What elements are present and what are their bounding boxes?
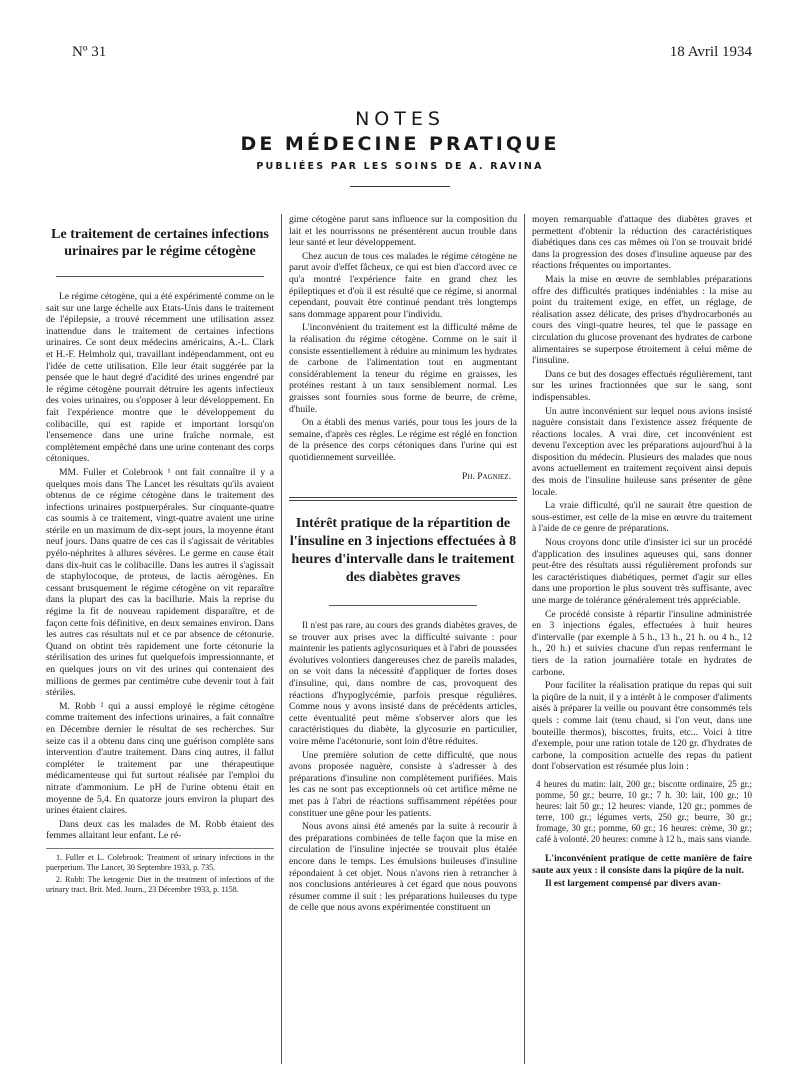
article-2-continuation: Dans ce but des dosages effectués régulièrement, tant sur les urines fractionnées que sur le sang, sont indispensables. [532, 368, 752, 403]
issue-date: 18 Avril 1934 [669, 44, 752, 60]
column-divider [281, 214, 282, 1064]
article-1-continuation: On a établi des menus variés, pour tous les jours de la semaine, d'après ces règles. Le régime est réglé en fonction de la présence des corps cétoniques dans l'urine qui est quotidiennement surveillée. [289, 417, 517, 463]
article-2-continuation: La vraie difficulté, qu'il ne saurait être question de sous-estimer, est celle de la mise en œuvre du traitement à l'aide de ce genre de préparations. [532, 500, 752, 535]
article-1-paragraph: MM. Fuller et Colebrook ¹ ont fait connaître il y a quelques mois dans The Lancet les résultats qu'ils avaient obtenus de ce régime cétogène dans le traitement des infections urinaires postpuerpérales. Sur cinquante-quatre cas soumis à ce traitement, vingt-quatre avaient une urine stérile en un maximum de dix-sept jours, la moyenne étant neuf jours. Dans quatre de ces cas il s'agissait de véritables pyélo-néphrites à allures sévères. Le germe en cause était dans dix-huit cas le colibacille. Dans les autres il s'agissait de staphylocoque, de proteus, de lactis aérogènes. En cessant brusquement le régime cétogène on vit reparaître dans la plupart des cas la bacillurie. Mais la reprise du régime la fit de nouveau rapidement disparaître, et de façon cette fois définitive, en deux semaines environ. Dans les autres cas résultats nul et ce par absence de cétonurie. Quand on obtint très rapidement une forte cétonurie la stérilisation des urines fut quelquefois impressionnante, et en quelques jours on vit des urines qui contenaient des millions de germes par centimètre cube devenir tout à fait stériles. [46, 466, 274, 699]
article-1-title: Le traitement de certaines infections urinaires par le régime cétogène [51, 227, 269, 259]
column-3 [532, 214, 752, 892]
article-2-closing: Il est largement compensé par divers avan- [545, 878, 721, 890]
masthead-line-3: PUBLIÉES PAR LES SOINS DE A. RAVINA [256, 161, 544, 172]
article-2-paragraph: Il n'est pas rare, au cours des grands diabètes graves, de se trouver aux prises avec la difficulté suivante : pour maintenir les patients aglycosuriques et à l'abri de poussées évolutives volontiers dangereuses chez de pareils malades, on se voit dans la nécessité d'appliquer de fortes doses d'insuline, qui, dans nombre de cas, provoquent des réactions d'hypoglycémie, parfois presque régulières. Comme nous y avons insisté dans de précédents articles, cette éventualité peut même s'observer alors que les caractéristiques du diabète, la glycosurie en particulier, voire même l'acétonurie, sont loin d'être réduites. [289, 620, 517, 747]
article-1-signature: Ph. Pagniez. [462, 471, 511, 483]
footnote: 2. Robb: The ketogenic Diet in the treatment of infections of the urinary tract. Brit. Med. Journ., 23 Décembre 1933, p. 1158. [46, 874, 274, 894]
article-1-paragraph: Dans deux cas les malades de M. Robb étaient des femmes allaitant leur enfant. Le ré- [46, 818, 274, 842]
article-1-paragraph: Le régime cétogène, qui a été expérimenté comme on le sait sur une large échelle aux Etats-Unis dans le traitement de l'épilepsie, a trouvé récemment une utilisation assez inattendue dans le traitement de certaines infections urinaires. Ce sont deux médecins américains, A.-L. Clark et H.-F. Helmholz qui, travaillant indépendamment, ont eu l'idée de cette utilisation. Elle leur était suggérée par la pensée que le haut degré d'acidité des urines engendré par le régime cétogène pourrait détruire les agents infectieux des voies urinaires, ou s'opposer à leur développement. En fait l'expérience montre que le développement du colibacille, qui est rapide et important lorsqu'on l'ensemence dans une urine fraîche normale, est complètement empêché dans une urine contenant des corps cétoniques. [46, 291, 274, 465]
article-2-continuation: moyen remarquable d'attaque des diabètes graves et permettent d'obtenir la réduction des caractéristiques diabétiques dans ces cas mêmes où l'on se trouvait bridé dans la progression des doses d'insuline aqueuse par des réactions fréquentes ou importantes. [532, 214, 752, 272]
page-header [72, 44, 752, 64]
column-divider [524, 214, 525, 1064]
article-2-continuation: Mais la mise en œuvre de semblables préparations offre des difficultés pratiques indéniables : la mise au point du traitement exige, en effet, un réglage, de réalisation assez délicate, des prises d'hydrocarbonés au cours des vingt-quatre heures, tel que le passage en circulation du glucose provenant des hydrates de carbone alimentaires se superpose étroitement à celui même de l'insuline. [532, 273, 752, 367]
title-rule [329, 605, 477, 606]
column-1 [46, 214, 274, 897]
footnotes [46, 848, 274, 895]
article-2-paragraph: Une première solution de cette difficulté, que nous avons proposée naguère, consiste à s'adresser à des préparations d'insuline non complètement purifiées. Mais les cas ne sont pas exceptionnels où cet artifice même ne met pas à l'abri de réactions suffisamment répétées pour constituer une gêne pour les patients. [289, 749, 517, 819]
masthead-line-2: DE MÉDECINE PRATIQUE [240, 133, 560, 155]
issue-number: Nº 31 [72, 44, 107, 60]
article-1-continuation: L'inconvénient du traitement est la difficulté même de la réalisation du régime cétogène. Comme on le sait il consiste essentiellement à réduire au minimum les hydrates de carbone de l'alimentation tout en augmentant considérablement la teneur du régime en graisses, les protéines restant à un taux sensiblement normal. Les graisses sont fournies sous forme de beurre, de crème, d'huile. [289, 322, 517, 415]
footnote: 1. Fuller et L. Colebrook: Treatment of urinary infections in the puerperium. The Lancet, 30 Septembre 1933, p. 735. [46, 852, 274, 872]
article-2-title: Intérêt pratique de la répartition de l'insuline en 3 injections effectuées à 8 heures d'intervalle dans le traitement des diabètes graves [289, 516, 517, 586]
column-2 [289, 214, 517, 916]
article-2-paragraph: Nous avons ainsi été amenés par la suite à recourir à des préparations combinées de telle façon que la mise en circulation de l'insuline injectée se trouvait plus étalée encore dans le temps. Les émulsions huileuses d'insuline répondaient à cet objet. Nous n'avons rien à retrancher à nos conclusions antérieures à cet égard que nous pouvons résumer comme il suit : les préparations huileuses du type de celle que nous avons expérimentée constituent un [289, 821, 517, 914]
article-1-paragraph: M. Robb ² qui a aussi employé le régime cétogène comme traitement des infections urinaires, a fait connaître en Décembre dernier le résultat de ses recherches. Sur seize cas il a obtenu dans cinq une guérison complète sans intervention d'autre traitement. Dans cinq autres, il fallut compléter le traitement par une thérapeutique médicamenteuse qui fut surtout réalisée par l'emploi du nitrate d'ammonium. Le pH de l'urine obtenu était en moyenne de 5,4. En quatorze jours environ la plupart des urines étaient claires. [46, 700, 274, 817]
article-1-continuation: gime cétogène parut sans influence sur la composition du lait et les nourrissons ne présentèrent aucun trouble dans leur santé et leur développement. [289, 214, 517, 249]
article-1-continuation: Chez aucun de tous ces malades le régime cétogène ne parut avoir d'effet fâcheux, ce qui est bien d'accord avec ce qu'a montré l'expérience faite en grand chez les épileptiques et d'où il est résulté que ce régime, si anormal cependant, pouvait être continué pendant très longtemps sans dommage apparent pour l'individu. [289, 250, 517, 320]
article-2-continuation: Ce procédé consiste à répartir l'insuline administrée en 3 injections égales, effectuées à huit heures d'intervalle (par exemple à 5 h., 13 h., 21 h. ou 4 h., 12 h., 20 h.) et suivies chacune d'un repas renfermant le tiers de la ration journalière totale en hydrates de carbone. [532, 608, 752, 678]
masthead-rule [350, 186, 450, 187]
article-separator [289, 497, 517, 501]
masthead-line-1: NOTES [355, 108, 445, 130]
article-2-continuation: Pour faciliter la réalisation pratique du repas qui suit la piqûre de la nuit, il y a intérêt à le composer d'aliments aisés à préparer la veille ou pouvant être consommés tels quels : comme lait (tenu chaud, si l'on veut, dans une bouteille thermos), biscottes, fruits, etc... Voici à titre d'exemple, pour une ration totale de 120 gr. d'hydrates de carbone, la composition actuelle des repas du patient dont l'observation est résumée plus loin : [532, 680, 752, 773]
article-2-continuation: Un autre inconvénient sur lequel nous avions insisté naguère consistait dans l'existence assez fréquente de réactions locales. A vrai dire, cet inconvénient est devenu l'exception avec les préparations aujourd'hui à la disposition du médecin. Plusieurs des malades que nous avons actuellement en traitement reçoivent ainsi depuis des mois de l'insuline huileuse sans présenter de gêne locale. [532, 405, 752, 498]
title-rule [56, 276, 264, 277]
article-2-closing: L'inconvénient pratique de cette manière de faire saute aux yeux : il consiste dans la piqûre de la nuit. [532, 852, 752, 876]
meal-schedule: 4 heures du matin: lait, 200 gr.; biscotte ordinaire, 25 gr.; pomme, 50 gr.; beurre, 10 gr.; 7 h. 30: lait, 100 gr.; 10 heures: lait 50 gr.; 12 heures: viande, 120 gr.; pommes de terre, 100 gr.; légumes verts, 250 gr.; beurre, 30 gr.; fromage, 30 gr.; pomme, 60 gr.; 16 heures: crème, 30 gr.; café à volonté. 20 heures: comme à 12 h., mais sans viande. [536, 778, 752, 844]
masthead [0, 108, 800, 172]
article-2-continuation: Nous croyons donc utile d'insister ici sur un procédé d'application des insulines aqueuses qui, sans donner peut-être des résultats aussi régulièrement profonds sur les caractéristiques diabétiques, permet d'agir sur elles dans une proportion le plus souvent très suffisante, avec une marge de tolérance généralement très appréciable. [532, 537, 752, 606]
